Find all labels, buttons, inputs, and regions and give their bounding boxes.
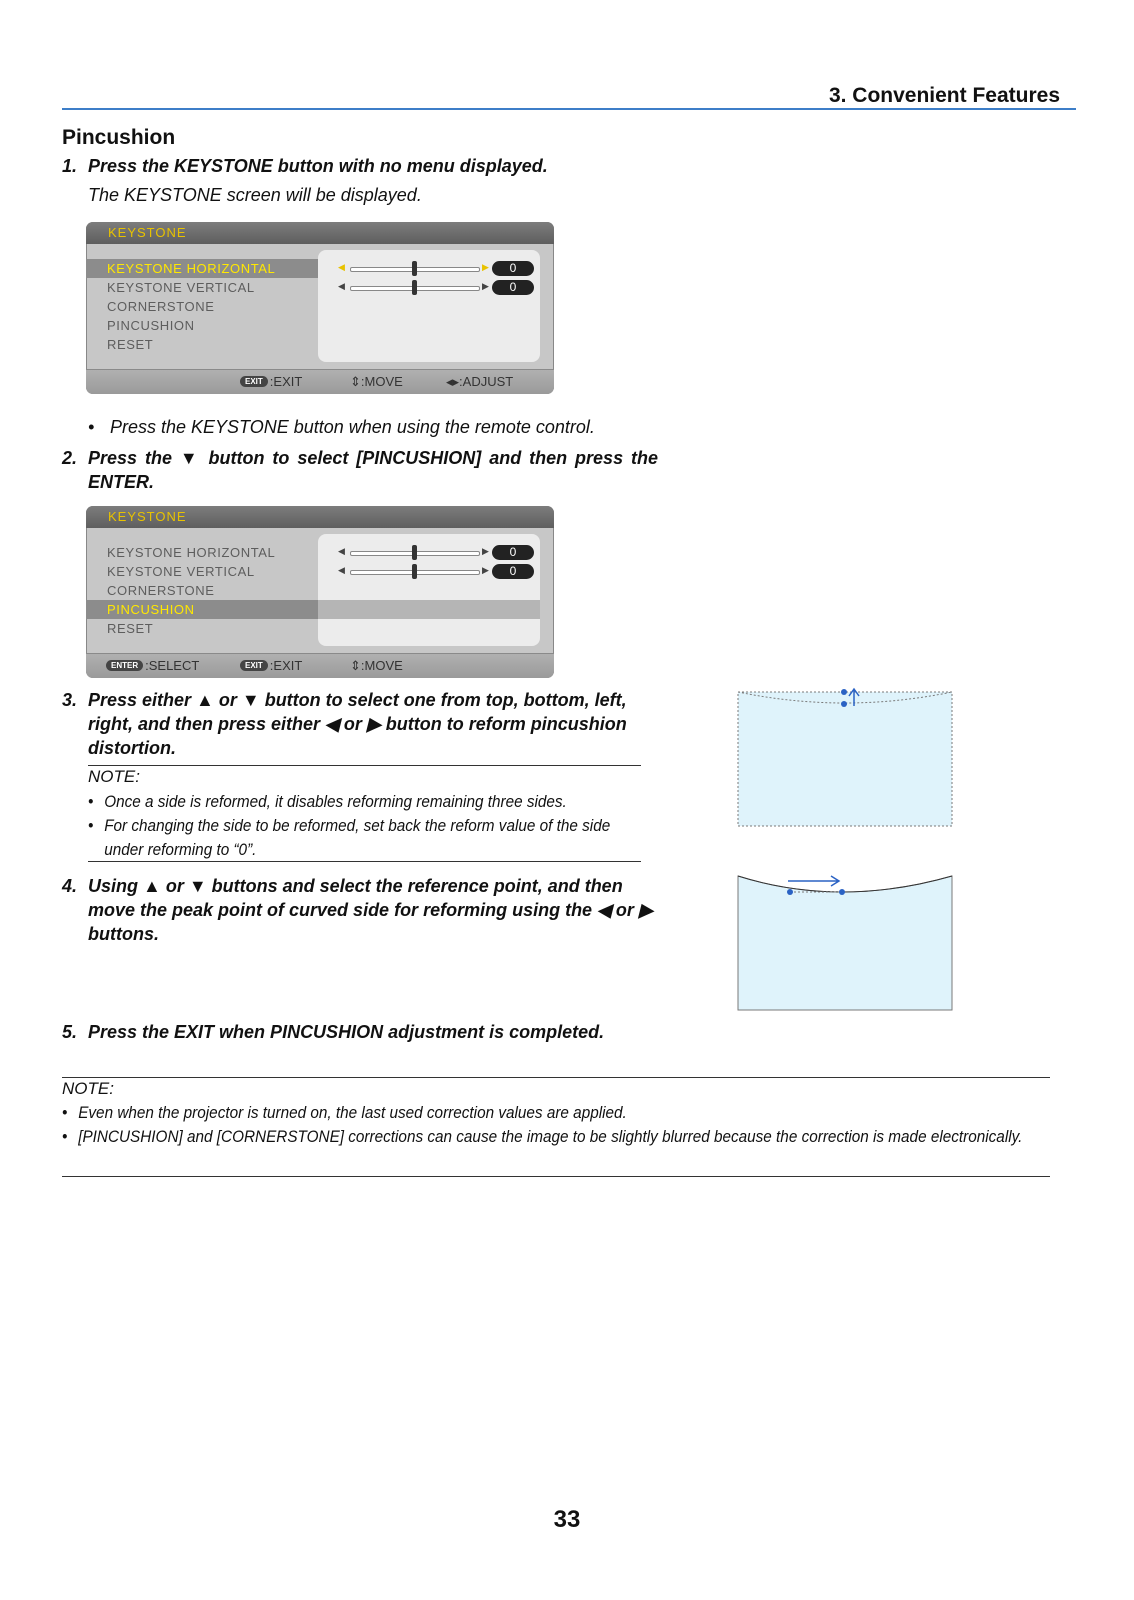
osd-horizontal-slider[interactable] [338,545,540,559]
slider-knob[interactable] [412,545,417,560]
step-number: 1. [62,156,78,176]
right-arrow-icon: ▶ [482,546,489,556]
right-arrow-icon [788,876,839,886]
right-arrow-icon: ▶ [482,281,489,291]
left-arrow-icon: ◀ [338,565,345,575]
slider-value: 0 [492,261,534,276]
chapter-title: 3. Convenient Features [828,84,1060,107]
right-arrow-icon: ▶ [482,565,489,575]
left-arrow-icon: ◀ [338,262,345,272]
footer-select-label: :SELECT [145,658,200,673]
note-bullet [88,814,619,862]
pincushion-diagram-move-peak [730,868,960,1016]
keystone-osd-2 [86,506,554,678]
note-rule-top [62,1077,1050,1078]
step-text: Press the ▼ button to select [PINCUSHION] and then press the ENTER. [88,448,658,492]
slider-knob[interactable] [412,261,417,276]
step-text: Using ▲ or ▼ buttons and select the reference point, and then move the peak point of curved side for reforming using the ◀ or ▶ buttons. [88,876,653,944]
step-3 [62,688,658,760]
footer-move: ⇕:MOVE [350,658,403,673]
note-bullet [62,1125,1049,1149]
note-rule-bottom [88,861,641,862]
osd-item-keystone-vertical[interactable]: KEYSTONE VERTICAL [107,280,255,295]
projected-image [738,692,952,826]
osd-title: KEYSTONE [108,509,187,524]
note-bullet-text: Once a side is reformed, it disables reforming remaining three sides. [104,792,567,811]
bullet-dot: • [62,1127,68,1146]
osd-footer [86,653,554,678]
footer-adjust: ◂▸:ADJUST [446,374,514,389]
footer-exit-label: :EXIT [269,374,303,389]
footer-move: ⇕:MOVE [350,374,403,389]
osd-item-pincushion[interactable]: PINCUSHION [107,318,195,333]
note-label: NOTE: [62,1079,114,1098]
osd-vertical-slider[interactable] [338,564,540,578]
pincushion-diagram-select-side [730,684,960,832]
note-bullet-text: [PINCUSHION] and [CORNERSTONE] corrections can cause the image to be slightly blurred because the correction is made electronically. [78,1127,1023,1146]
step-number: 5. [62,1022,78,1042]
bullet-dot: • [88,417,95,437]
step-text: Press the EXIT when PINCUSHION adjustment is completed. [88,1022,605,1042]
section-title: Pincushion [62,126,176,149]
peak-point [839,889,845,895]
footer-exit-label: :EXIT [269,658,303,673]
bullet-dot: • [62,1103,68,1122]
note-2-bullets [62,1101,1049,1149]
osd-item-cornerstone[interactable]: CORNERSTONE [107,299,215,314]
peak-point [841,701,847,707]
step-number: 3. [62,690,78,710]
bullet-text: Press the KEYSTONE button when using the remote control. [110,417,595,437]
osd-footer [86,369,554,394]
note-1-bullets [88,790,619,862]
note-bullet-text: Even when the projector is turned on, the last used correction values are applied. [78,1103,627,1122]
footer-exit [240,658,302,673]
slider-knob[interactable] [412,280,417,295]
note-bullet [88,790,619,814]
footer-select [106,658,199,673]
exit-badge: EXIT [240,660,268,671]
projected-image [738,876,952,1010]
osd-item-keystone-horizontal[interactable]: KEYSTONE HORIZONTAL [107,545,276,560]
note-rule-bottom [62,1176,1050,1177]
osd-horizontal-slider[interactable] [338,261,540,275]
note-label: NOTE: [88,767,140,786]
step-1 [62,154,658,178]
right-arrow-icon: ▶ [482,262,489,272]
remote-control-bullet [88,417,706,438]
enter-badge: ENTER [106,660,143,671]
step-text: Press either ▲ or ▼ button to select one from top, bottom, left, right, and then press either ◀ or ▶ button to reform pincushion distortion. [88,690,627,758]
slider-knob[interactable] [412,564,417,579]
osd-item-reset[interactable]: RESET [107,621,154,636]
bullet-dot: • [88,816,94,835]
step-2 [62,446,658,494]
osd-title: KEYSTONE [108,225,187,240]
reference-point [787,889,793,895]
footer-exit [240,374,302,389]
osd-vertical-slider[interactable] [338,280,540,294]
note-bullet-text: For changing the side to be reformed, set back the reform value of the side under reforming to “0”. [104,816,611,859]
osd-item-cornerstone[interactable]: CORNERSTONE [107,583,215,598]
note-rule-top [88,765,641,766]
page-number: 33 [553,1506,581,1533]
bullet-dot: • [88,792,94,811]
header-rule [62,108,1076,110]
osd-item-pincushion[interactable]: PINCUSHION [107,602,195,617]
slider-value: 0 [492,280,534,295]
step-number: 4. [62,876,78,896]
keystone-osd-1 [86,222,554,394]
step-5 [62,1020,682,1044]
step-4 [62,874,658,946]
exit-badge: EXIT [240,376,268,387]
osd-item-keystone-vertical[interactable]: KEYSTONE VERTICAL [107,564,255,579]
left-arrow-icon: ◀ [338,281,345,291]
note-bullet [62,1101,1049,1125]
slider-value: 0 [492,564,534,579]
osd-item-reset[interactable]: RESET [107,337,154,352]
step-1-result: The KEYSTONE screen will be displayed. [88,185,422,205]
left-arrow-icon: ◀ [338,546,345,556]
step-number: 2. [62,448,78,468]
reference-point [841,689,847,695]
osd-item-keystone-horizontal[interactable]: KEYSTONE HORIZONTAL [107,261,276,276]
step-text: Press the KEYSTONE button with no menu displayed. [88,156,548,176]
slider-value: 0 [492,545,534,560]
